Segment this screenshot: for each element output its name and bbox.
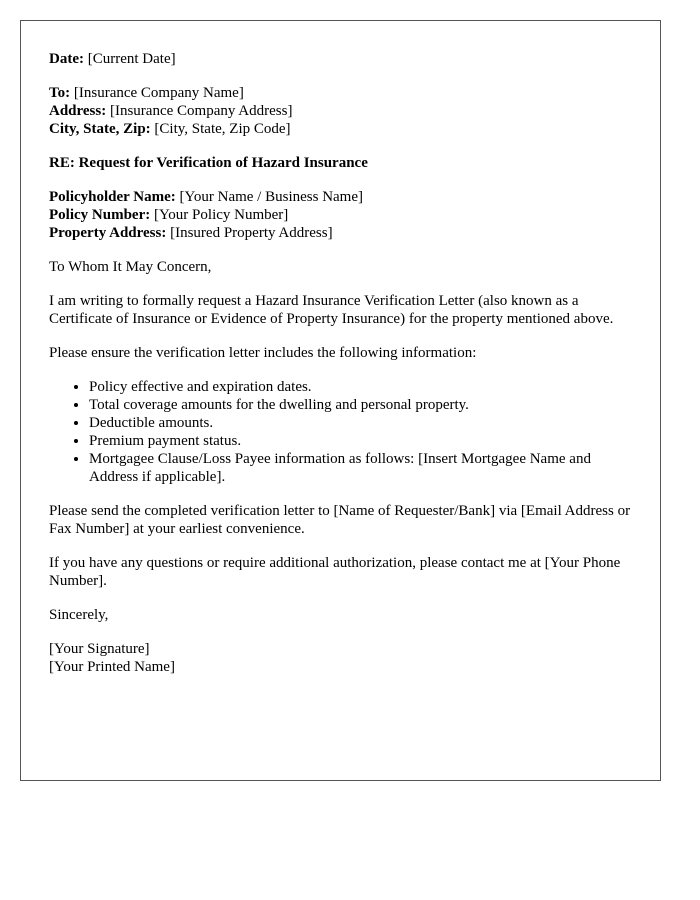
- city-value: [City, State, Zip Code]: [154, 121, 291, 137]
- address-line: [49, 102, 632, 120]
- policyholder-value: [Your Name / Business Name]: [179, 189, 364, 205]
- property-address-line: [49, 224, 632, 242]
- letter-page: [20, 20, 661, 781]
- list-item: • Deductible amounts.: [89, 414, 632, 432]
- body-paragraph-request: I am writing to formally request a Hazard Insurance Verification Letter (also known as a Certificate of Insurance or Evidence of Property Insurance) for the property mentioned above.: [49, 293, 614, 327]
- policy-number-line: [49, 206, 632, 224]
- printed-name-placeholder: [Your Printed Name]: [49, 659, 175, 675]
- date-line: [49, 50, 632, 68]
- body-paragraph-send: Please send the completed verification letter to [Name of Requester/Bank] via [Email Address or Fax Number] at your earliest convenience.: [49, 503, 631, 537]
- list-item: • Total coverage amounts for the dwelling and personal property.: [89, 396, 632, 414]
- list-item: • Premium payment status.: [89, 432, 632, 450]
- city-label: City, State, Zip:: [49, 121, 151, 137]
- to-value: [Insurance Company Name]: [73, 85, 244, 101]
- list-item: • Mortgagee Clause/Loss Payee information as follows: [Insert Mortgagee Name and Address if applicable].: [89, 450, 632, 486]
- date-value: [Current Date]: [87, 51, 176, 67]
- policyholder-label: Policyholder Name:: [49, 189, 176, 205]
- policyholder-line: [49, 188, 632, 206]
- date-label: Date:: [49, 51, 84, 67]
- info-list: [49, 378, 632, 486]
- city-line: [49, 120, 632, 138]
- to-line: [49, 84, 632, 102]
- address-value: [Insurance Company Address]: [109, 103, 293, 119]
- subject-line: RE: Request for Verification of Hazard Insurance: [49, 155, 368, 171]
- body-paragraph-list-intro: Please ensure the verification letter includes the following information:: [49, 345, 477, 361]
- body-paragraph-contact: If you have any questions or require additional authorization, please contact me at [Your Phone Number].: [49, 555, 621, 589]
- policy-block: [49, 188, 632, 242]
- property-address-value: [Insured Property Address]: [170, 225, 333, 241]
- policy-number-label: Policy Number:: [49, 207, 151, 223]
- property-address-label: Property Address:: [49, 225, 167, 241]
- recipient-block: [49, 84, 632, 138]
- salutation: To Whom It May Concern,: [49, 259, 212, 275]
- address-label: Address:: [49, 103, 107, 119]
- signature-placeholder: [Your Signature]: [49, 641, 150, 657]
- policy-number-value: [Your Policy Number]: [153, 207, 289, 223]
- to-label: To:: [49, 85, 71, 101]
- list-item: • Policy effective and expiration dates.: [89, 378, 632, 396]
- closing: Sincerely,: [49, 607, 109, 623]
- signature-block: [49, 640, 632, 676]
